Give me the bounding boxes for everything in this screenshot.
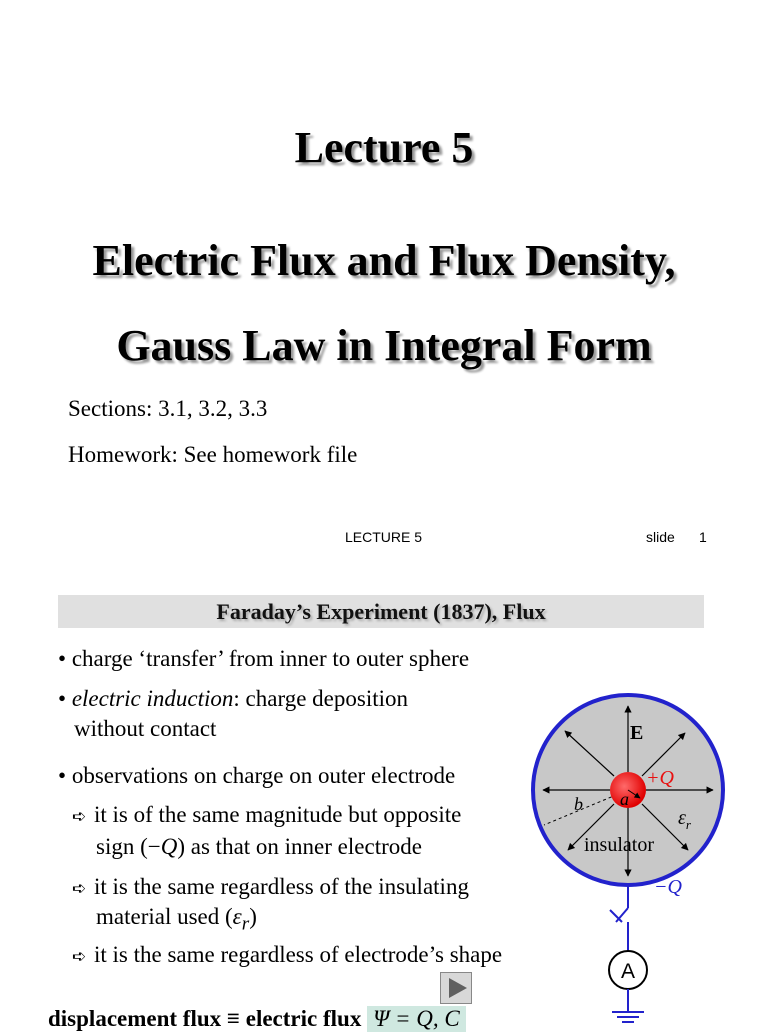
sub-bullet-insulating (72, 872, 469, 904)
outer-charge-label: −Q (654, 876, 682, 898)
footer-lecture: LECTURE 5 (345, 529, 423, 545)
lecture-title: Lecture 5 (294, 123, 474, 172)
play-icon (441, 973, 471, 1003)
faraday-sphere-diagram (528, 690, 738, 1024)
ammeter-label: A (621, 960, 636, 983)
inner-charge-label: +Q (646, 767, 674, 789)
flux-formula: Ψ = Q, C (367, 1006, 466, 1032)
slide-header: Faraday’s Experiment (1837), Flux (58, 595, 704, 628)
sub-bullet-magnitude (72, 800, 461, 832)
bullet-observations: • observations on charge on outer electrode (58, 763, 456, 788)
homework-line: Homework: See homework file (68, 442, 358, 467)
arrow-icon: ➪ (72, 879, 87, 899)
bullet-text: : charge deposition (233, 686, 408, 711)
sub-bullet-continuation (96, 902, 257, 940)
sub-bullet-shape (72, 940, 502, 972)
title-line-2: Gauss Law in Integral Form (116, 321, 652, 370)
subscript: r (685, 817, 691, 832)
bullet-continuation: without contact (74, 716, 217, 741)
switch (616, 908, 628, 922)
bullet-electric-induction: • electric induction: charge deposition (58, 686, 408, 711)
bullet-text: observations on charge on outer electrode (71, 763, 456, 788)
text: ) as that on inner electrode (177, 834, 422, 859)
electric-induction-term: electric induction (71, 686, 234, 711)
bullet-text: charge ‘transfer’ from inner to outer sphere (71, 646, 470, 671)
sections-line: Sections: 3.1, 3.2, 3.3 (68, 396, 268, 421)
footer-slide-label: slide (646, 529, 675, 545)
outer-radius-label: b (574, 794, 583, 814)
arrow-icon: ➪ (72, 947, 87, 967)
text: material used ( (96, 904, 233, 929)
arrow-icon: ➪ (72, 807, 87, 827)
text: ) (249, 904, 257, 929)
sub-bullet-continuation (96, 832, 422, 862)
sub-bullet-text: it is the same regardless of electrode’s shape (94, 942, 503, 967)
footer-slide-number: 1 (699, 529, 707, 545)
bullet-charge-transfer: • charge ‘transfer’ from inner to outer sphere (58, 646, 470, 671)
definition-text: displacement flux ≡ electric flux (48, 1006, 362, 1031)
charge-symbol: Q (160, 834, 178, 859)
epsilon-symbol: ε (232, 904, 242, 929)
sub-bullet-text: it is of the same magnitude but opposite (94, 802, 462, 827)
title-line-1: Electric Flux and Flux Density, (92, 236, 676, 285)
insulator-label: insulator (584, 834, 654, 856)
sub-bullet-text: it is the same regardless of the insulating (94, 874, 469, 899)
epsilon-symbol: ε (678, 807, 686, 829)
text: sign (− (96, 834, 161, 859)
subscript: r (241, 913, 250, 935)
displacement-flux-definition (48, 1006, 466, 1032)
field-label: E (630, 722, 644, 744)
inner-radius-label: a (620, 789, 629, 809)
play-button[interactable] (440, 972, 472, 1004)
